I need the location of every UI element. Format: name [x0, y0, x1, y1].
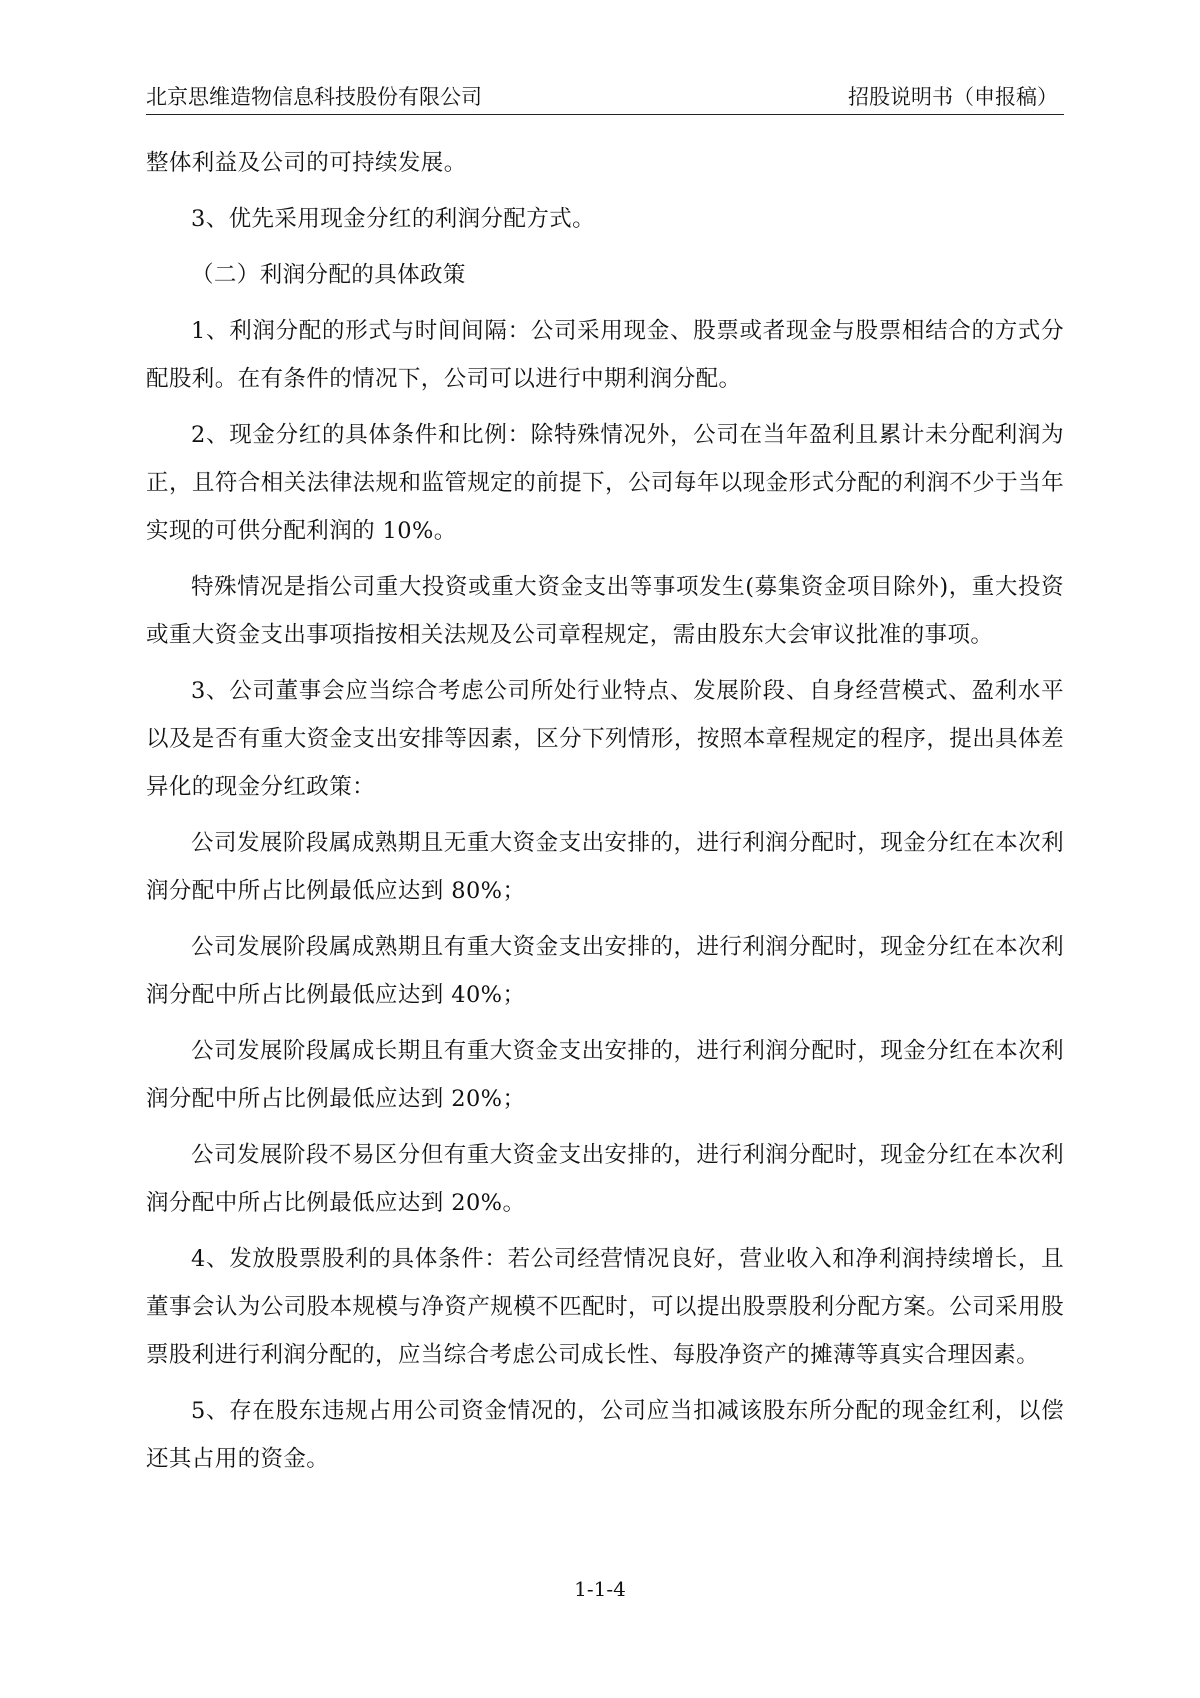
paragraph-undetermined-stage: 公司发展阶段不易区分但有重大资金支出安排的，进行利润分配时，现金分红在本次利润分配中所占比例最低应达到 20%。: [146, 1142, 1064, 1216]
paragraph-special-circumstances: 特殊情况是指公司重大投资或重大资金支出等事项发生(募集资金项目除外)，重大投资或重大资金支出事项指按相关法规及公司章程规定，需由股东大会审议批准的事项。: [146, 574, 1064, 648]
header-company-name: 北京思维造物信息科技股份有限公司: [146, 85, 482, 109]
paragraph-stock-dividend-conditions: 4、发放股票股利的具体条件：若公司经营情况良好，营业收入和净利润持续增长，且董事会认为公司股本规模与净资产规模不匹配时，可以提出股票股利分配方案。公司采用股票股利进行利润分配的，应当综合考虑公司成长性、每股净资产的摊薄等真实合理因素。: [146, 1246, 1064, 1368]
page-header: [146, 80, 1064, 115]
paragraph-illegal-fund-occupation: 5、存在股东违规占用公司资金情况的，公司应当扣减该股东所分配的现金红利，以偿还其占用的资金。: [146, 1398, 1064, 1472]
paragraph-growth-with-expenditure: 公司发展阶段属成长期且有重大资金支出安排的，进行利润分配时，现金分红在本次利润分配中所占比例最低应达到 20%；: [146, 1038, 1064, 1112]
page-footer: [0, 1574, 1200, 1604]
paragraph-continuation: 整体利益及公司的可持续发展。: [146, 150, 467, 176]
paragraph-cash-dividend-conditions: 2、现金分红的具体条件和比例：除特殊情况外，公司在当年盈利且累计未分配利润为正，且符合相关法律法规和监管规定的前提下，公司每年以现金形式分配的利润不少于当年实现的可供分配利润的 10%。: [146, 422, 1064, 544]
header-document-type: 招股说明书（申报稿）: [848, 85, 1058, 109]
paragraph-board-considerations: 3、公司董事会应当综合考虑公司所处行业特点、发展阶段、自身经营模式、盈利水平以及是否有重大资金支出安排等因素，区分下列情形，按照本章程规定的程序，提出具体差异化的现金分红政策：: [146, 678, 1064, 800]
paragraph-cash-dividend-priority: 3、优先采用现金分红的利润分配方式。: [191, 206, 596, 232]
paragraph-mature-with-expenditure: 公司发展阶段属成熟期且有重大资金支出安排的，进行利润分配时，现金分红在本次利润分配中所占比例最低应达到 40%；: [146, 934, 1064, 1008]
document-body: [146, 139, 1064, 1491]
paragraph-mature-no-expenditure: 公司发展阶段属成熟期且无重大资金支出安排的，进行利润分配时，现金分红在本次利润分配中所占比例最低应达到 80%；: [146, 830, 1064, 904]
page-number: 1-1-4: [574, 1577, 626, 1601]
section-heading-specific-policy: （二）利润分配的具体政策: [191, 262, 466, 288]
paragraph-form-and-interval: 1、利润分配的形式与时间间隔：公司采用现金、股票或者现金与股票相结合的方式分配股利。在有条件的情况下，公司可以进行中期利润分配。: [146, 318, 1064, 392]
